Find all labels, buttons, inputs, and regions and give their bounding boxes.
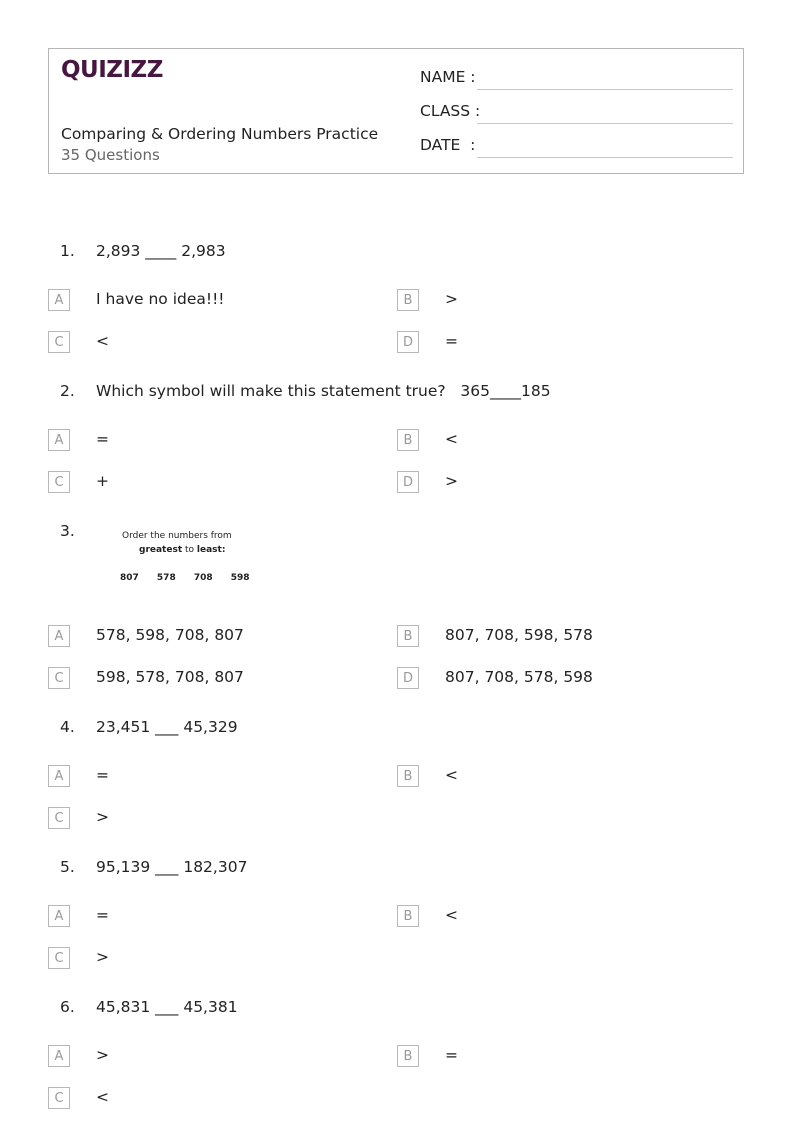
date-label: DATE : xyxy=(420,136,476,154)
worksheet-header xyxy=(48,48,744,174)
quizizz-logo: QUIZIZZ xyxy=(61,57,163,83)
option-c-box[interactable]: C xyxy=(48,471,70,493)
question-number: 4. xyxy=(60,718,75,736)
option-d-box[interactable]: D xyxy=(397,667,419,689)
option-a-box[interactable]: A xyxy=(48,429,70,451)
option-a-box[interactable]: A xyxy=(48,765,70,787)
option-a-box[interactable]: A xyxy=(48,625,70,647)
option-a-text: I have no idea!!! xyxy=(96,290,225,308)
date-field[interactable] xyxy=(477,157,733,158)
image-instruction-line2: greatest to least: xyxy=(139,545,226,555)
option-a-box[interactable]: A xyxy=(48,1045,70,1067)
option-a-box[interactable]: A xyxy=(48,905,70,927)
question-count: 35 Questions xyxy=(61,146,160,164)
option-a-text: = xyxy=(96,906,109,924)
option-d-box[interactable]: D xyxy=(397,331,419,353)
option-c-text: > xyxy=(96,948,109,966)
option-a-box[interactable]: A xyxy=(48,289,70,311)
option-b-text: < xyxy=(445,766,458,784)
class-field[interactable] xyxy=(477,123,733,124)
option-d-text: 807, 708, 578, 598 xyxy=(445,668,593,686)
question-text: 23,451 ___ 45,329 xyxy=(96,718,238,736)
option-c-box[interactable]: C xyxy=(48,947,70,969)
option-c-text: + xyxy=(96,472,109,490)
option-b-text: < xyxy=(445,906,458,924)
question-text: 45,831 ___ 45,381 xyxy=(96,998,238,1016)
option-b-box[interactable]: B xyxy=(397,289,419,311)
name-field[interactable] xyxy=(477,89,733,90)
option-b-box[interactable]: B xyxy=(397,429,419,451)
option-b-box[interactable]: B xyxy=(397,1045,419,1067)
option-c-box[interactable]: C xyxy=(48,807,70,829)
option-a-text: 578, 598, 708, 807 xyxy=(96,626,244,644)
option-b-text: = xyxy=(445,1046,458,1064)
option-c-box[interactable]: C xyxy=(48,1087,70,1109)
name-label: NAME : xyxy=(420,68,476,86)
question-number: 1. xyxy=(60,242,75,260)
option-a-text: = xyxy=(96,766,109,784)
option-d-text: > xyxy=(445,472,458,490)
option-d-text: = xyxy=(445,332,458,350)
question-number: 3. xyxy=(60,522,75,540)
option-c-box[interactable]: C xyxy=(48,667,70,689)
option-a-text: = xyxy=(96,430,109,448)
option-c-box[interactable]: C xyxy=(48,331,70,353)
question-number: 6. xyxy=(60,998,75,1016)
question-image xyxy=(112,528,250,588)
option-b-text: > xyxy=(445,290,458,308)
option-b-box[interactable]: B xyxy=(397,905,419,927)
question-number: 5. xyxy=(60,858,75,876)
option-b-box[interactable]: B xyxy=(397,765,419,787)
option-d-box[interactable]: D xyxy=(397,471,419,493)
option-c-text: < xyxy=(96,332,109,350)
question-number: 2. xyxy=(60,382,75,400)
option-c-text: > xyxy=(96,808,109,826)
image-numbers: 807 578 708 598 xyxy=(120,573,250,583)
option-b-box[interactable]: B xyxy=(397,625,419,647)
question-text: 2,893 ____ 2,983 xyxy=(96,242,226,260)
option-c-text: < xyxy=(96,1088,109,1106)
option-c-text: 598, 578, 708, 807 xyxy=(96,668,244,686)
class-label: CLASS : xyxy=(420,102,481,120)
option-b-text: 807, 708, 598, 578 xyxy=(445,626,593,644)
question-text: 95,139 ___ 182,307 xyxy=(96,858,248,876)
question-text: Which symbol will make this statement true? 365____185 xyxy=(96,382,551,400)
option-b-text: < xyxy=(445,430,458,448)
worksheet-title: Comparing & Ordering Numbers Practice xyxy=(61,125,379,143)
option-a-text: > xyxy=(96,1046,109,1064)
image-instruction-line1: Order the numbers from xyxy=(122,531,232,541)
